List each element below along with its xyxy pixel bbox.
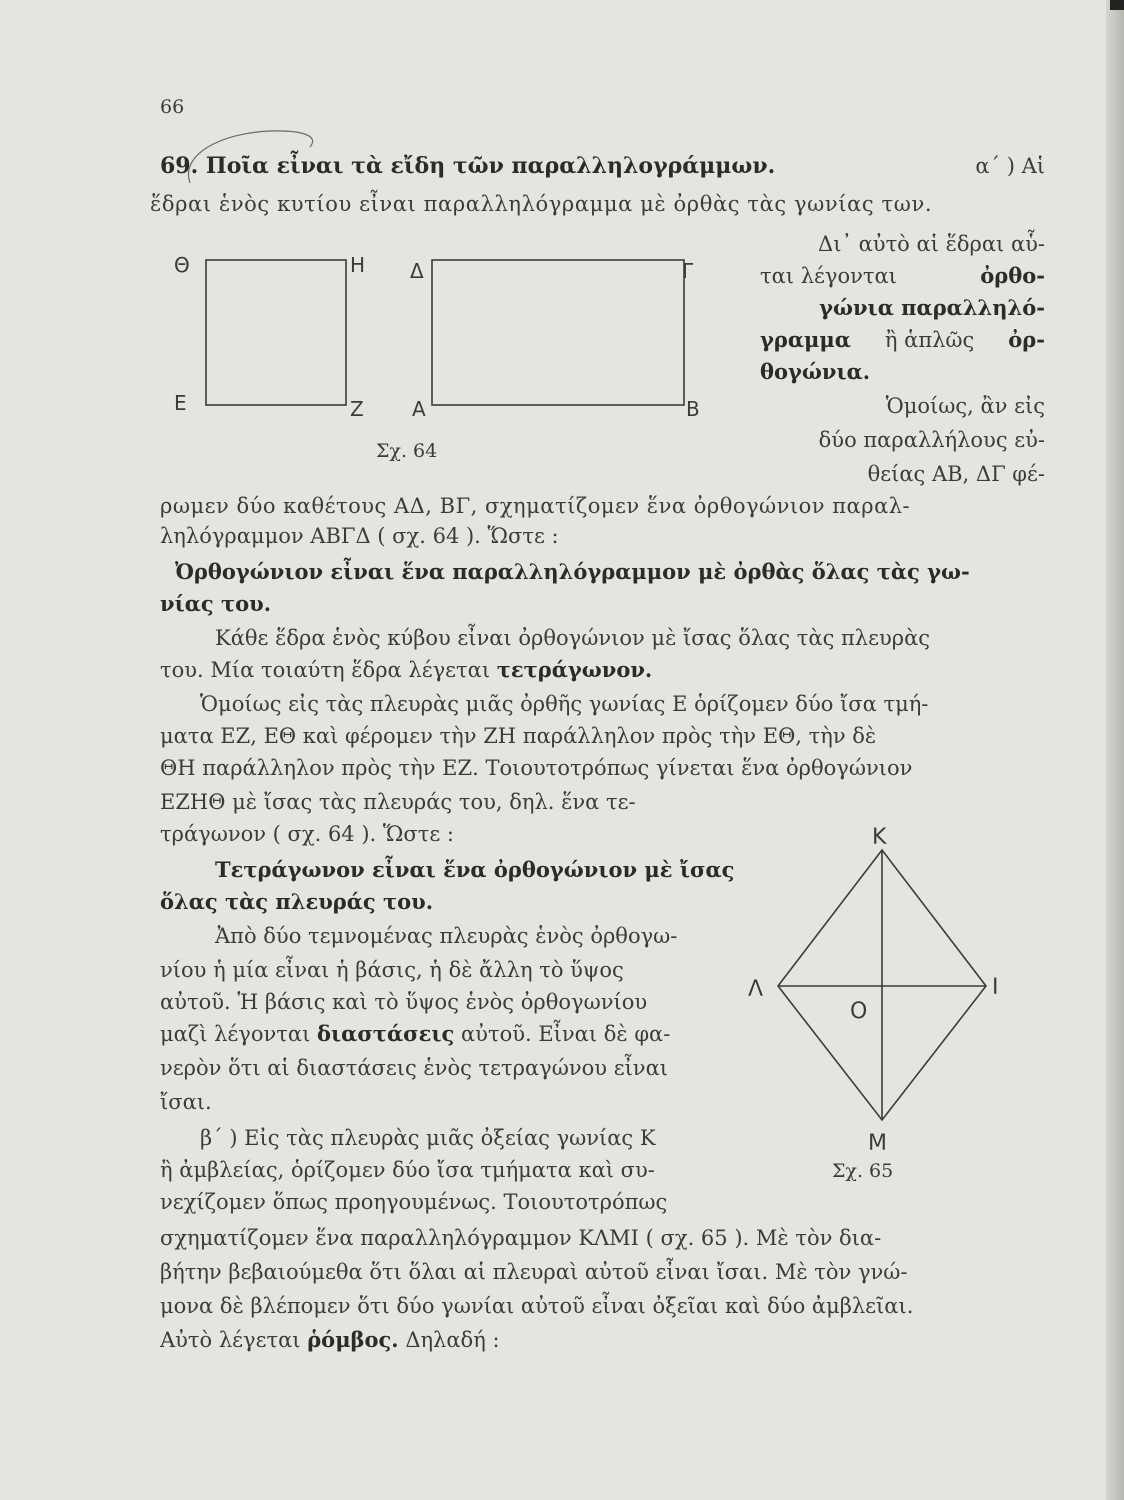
caption-fig-64: Σχ. 64 (376, 440, 438, 462)
text-line: θογώνια. (760, 359, 871, 384)
text-line (160, 656, 652, 684)
text-line: νίου ἡ μία εἶναι ἡ βάσις, ἡ δὲ ἄλλη τὸ ὕψος (160, 958, 624, 982)
definition-square-line1: Τετράγωνον εἶναι ἕνα ὀρθογώνιον μὲ ἴσας (215, 857, 735, 882)
text-line: νερὸν ὅτι αἱ διαστάσεις ἑνὸς τετραγώνου εἶναι (160, 1056, 668, 1080)
page-edge-shadow (1106, 0, 1124, 1500)
figure-65 (740, 820, 1020, 1160)
rectangle-ABGD (432, 260, 684, 405)
label-theta: Θ (174, 253, 190, 277)
text-line: τράγωνον ( σχ. 64 ). Ὥστε : (160, 822, 454, 846)
text-line: ΕΖΗΘ μὲ ἴσας τὰς πλευράς του, δηλ. ἕνα τε- (160, 790, 636, 814)
text-line: γώνια παραλληλό- (819, 295, 1045, 320)
text-line: Ἀπὸ δύο τεμνομένας πλευρὰς ἑνὸς ὀρθογω- (215, 924, 678, 948)
text-line: σχηματίζομεν ἕνα παραλληλόγραμμον ΚΛΜΙ ( σχ. 65 ). Μὲ τὸν δια- (160, 1226, 882, 1250)
text-line: δύο παραλλήλους εὐ- (818, 428, 1045, 452)
definition-rectangle-line1: Ὀρθογώνιον εἶναι ἕνα παραλληλόγραμμον μὲ ὀρθὰς ὅλας τὰς γω- (175, 559, 970, 584)
text-line: ἴσαι. (160, 1090, 212, 1114)
label-lambda: Λ (748, 977, 764, 1002)
text-line (160, 492, 1045, 520)
label-eta: Η (350, 253, 366, 277)
text-line (760, 326, 1045, 354)
text-span: αὐτοῦ. Εἶναι δὲ φα- (461, 1022, 671, 1046)
definition-square-line2: ὅλας τὰς πλευράς του. (160, 889, 434, 914)
text-line: Κάθε ἕδρα ἑνὸς κύβου εἶναι ὀρθογώνιον μὲ ἴσας ὅλας τὰς πλευρὰς (215, 626, 931, 650)
text-line: ἢ ἀμβλείας, ὁρίζομεν δύο ἴσα τμήματα καὶ συ- (160, 1158, 655, 1182)
text-span: ὀρ- (1008, 327, 1045, 352)
text-span: Δηλαδή : (405, 1328, 500, 1352)
text-line: Δι᾽ αὐτὸ αἱ ἕδραι αὗ- (818, 232, 1045, 256)
page-number: 66 (160, 96, 185, 118)
heading-line (160, 152, 1045, 180)
text-span: του. Μία τοιαύτη ἕδρα λέγεται (160, 658, 491, 682)
text-line: Ὁμοίως, ἂν εἰς (885, 394, 1045, 418)
label-kappa: Κ (872, 825, 887, 850)
text-span: ρωμεν δύο καθέτους ΑΔ, ΒΓ, σχηματίζομεν ἕνα ὀρθογώνιον παραλ- (160, 494, 911, 518)
text-line (160, 1326, 500, 1354)
text-span: Αὐτὸ λέγεται (160, 1328, 301, 1352)
text-line (760, 262, 1045, 290)
scan-corner-mark (1110, 0, 1124, 10)
text-line (160, 1020, 670, 1048)
square-EZHTheta (206, 260, 346, 405)
section-title: 69. Ποῖα εἶναι τὰ εἴδη τῶν παραλληλογράμμων. (160, 153, 776, 179)
term-dimensions: διαστάσεις (317, 1021, 455, 1046)
label-mu: Μ (868, 1131, 887, 1156)
text-span: ται λέγονται (760, 264, 897, 288)
text-line: ληλόγραμμον ΑΒΓΔ ( σχ. 64 ). Ὥστε : (160, 524, 559, 548)
text-line: Ὁμοίως εἰς τὰς πλευρὰς μιᾶς ὀρθῆς γωνίας Ε ὁρίζομεν δύο ἴσα τμή- (200, 692, 929, 716)
label-delta: Δ (410, 259, 424, 283)
definition-rectangle-line2: νίας του. (160, 591, 272, 616)
text-span: ὀρθο- (980, 263, 1045, 288)
text-line: ματα ΕΖ, ΕΘ καὶ φέρομεν τὴν ΖΗ παράλληλον πρὸς τὴν ΕΘ, τὴν δὲ (160, 724, 877, 748)
text-line (150, 190, 1045, 218)
text-line: θείας ΑΒ, ΔΓ φέ- (867, 462, 1045, 486)
term-square: τετράγωνον. (496, 657, 653, 682)
text-span: γραμμα (760, 327, 851, 352)
text-span: ἕδραι ἑνὸς κυτίου εἶναι παραλληλόγραμμα μὲ ὀρθὰς τὰς γωνίας των. (150, 192, 933, 216)
label-iota: Ι (992, 975, 999, 1000)
label-beta: Β (686, 397, 700, 421)
figure-64 (170, 250, 730, 430)
text-line: αὐτοῦ. Ἡ βάσις καὶ τὸ ὕψος ἑνὸς ὀρθογωνίου (160, 990, 648, 1014)
label-omicron: Ο (850, 999, 868, 1024)
text-span: μαζὶ λέγονται (160, 1022, 311, 1046)
text-span: ἢ ἁπλῶς (884, 328, 975, 352)
text-line: μονα δὲ βλέπομεν ὅτι δύο γωνίαι αὐτοῦ εἶναι ὀξεῖαι καὶ δύο ἀμβλεῖαι. (160, 1294, 914, 1318)
text-line: νεχίζομεν ὅπως προηγουμένως. Τοιουτοτρόπως (160, 1190, 668, 1214)
text-line: α΄ ) Αἱ (975, 154, 1045, 178)
caption-fig-65: Σχ. 65 (832, 1160, 894, 1182)
term-rhombus: ῥόμβος. (307, 1327, 399, 1352)
label-epsilon: Ε (174, 391, 187, 415)
label-zeta: Ζ (350, 397, 364, 421)
label-gamma: Γ (682, 259, 694, 283)
text-line: β΄ ) Εἰς τὰς πλευρὰς μιᾶς ὀξείας γωνίας Κ (200, 1126, 656, 1150)
text-line: βήτην βεβαιούμεθα ὅτι ὅλαι αἱ πλευραὶ αὐτοῦ εἶναι ἴσαι. Μὲ τὸν γνώ- (160, 1260, 908, 1284)
label-alpha: Α (412, 397, 426, 421)
text-line: ΘΗ παράλληλον πρὸς τὴν ΕΖ. Τοιουτοτρόπως γίνεται ἕνα ὀρθογώνιον (160, 756, 913, 780)
